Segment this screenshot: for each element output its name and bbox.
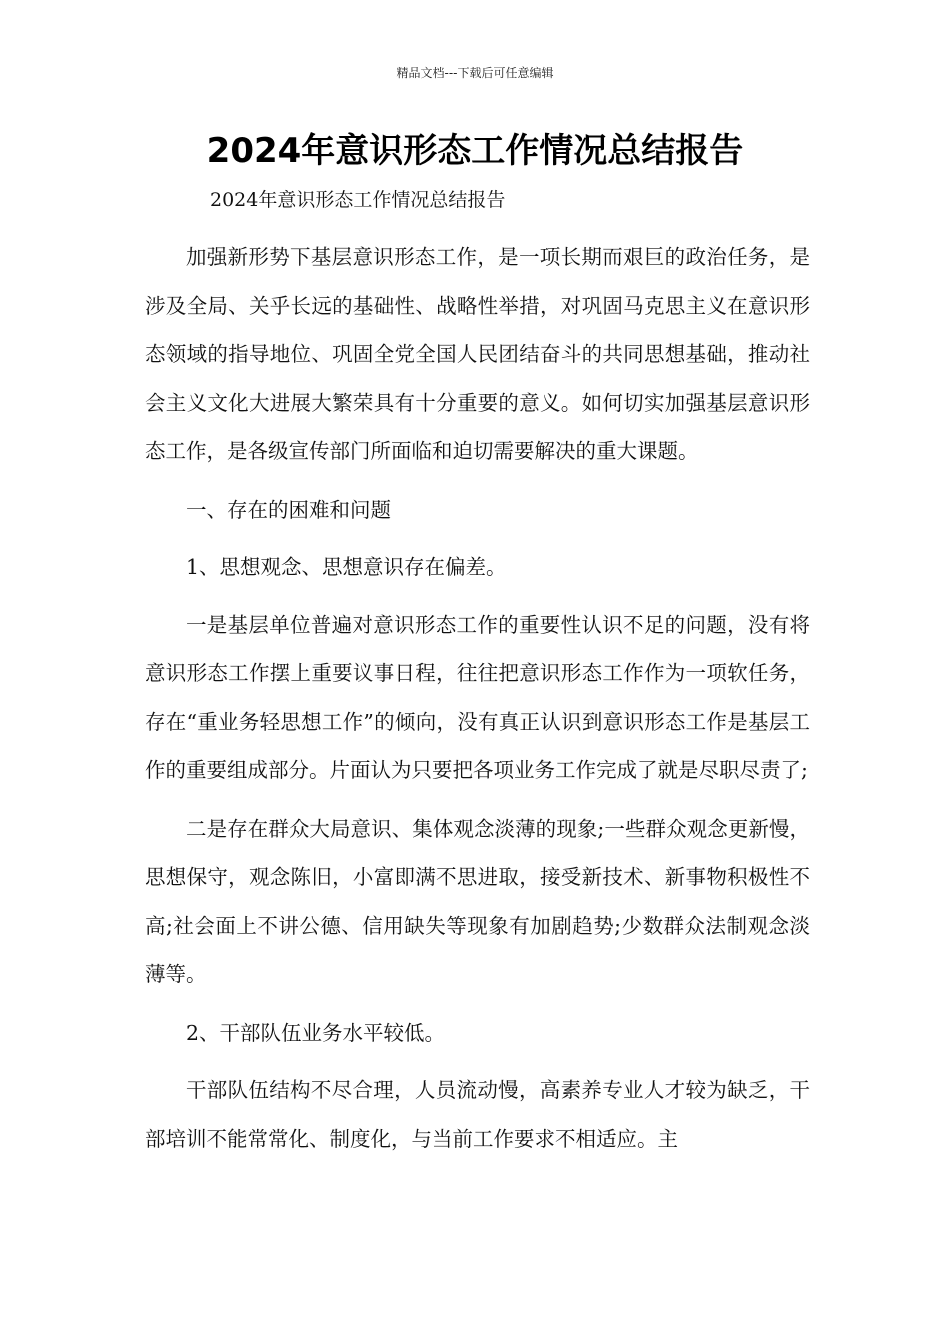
subheading-thinking: 1、思想观念、思想意识存在偏差。 [186, 555, 507, 579]
paragraph-intro: 加强新形势下基层意识形态工作，是一项长期而艰巨的政治任务，是涉及全局、关乎长远的基础性、战略性举措，对巩固马克思主义在意识形态领域的指导地位、巩固全党全国人民团结奋斗的共同思想基础，推动社会主义文化大进展大繁荣具有十分重要的意义。如何切实加强基层意识形态工作，是各级宣传部门所面临和迫切需要解决的重大课题。 [145, 245, 810, 463]
document-body [145, 233, 810, 1163]
paragraph-point-two: 二是存在群众大局意识、集体观念淡薄的现象;一些群众观念更新慢，思想保守，观念陈旧，小富即满不思进取，接受新技术、新事物积极性不高;社会面上不讲公德、信用缺失等现象有加剧趋势;少数群众法制观念淡薄等。 [145, 816, 810, 986]
section-heading-problems: 一、存在的困难和问题 [186, 497, 391, 522]
document-subtitle: 2024年意识形态工作情况总结报告 [210, 189, 506, 211]
paragraph-cadres: 干部队伍结构不尽合理，人员流动慢，高素养专业人才较为缺乏，干部培训不能常常化、制度化，与当前工作要求不相适应。主 [145, 1078, 810, 1151]
header-note: 精品文档---下载后可任意编辑 [396, 66, 554, 80]
subheading-cadres: 2、干部队伍业务水平较低。 [186, 1020, 446, 1045]
paragraph-point-one: 一是基层单位普遍对意识形态工作的重要性认识不足的问题，没有将意识形态工作摆上重要议事日程，往往把意识形态工作作为一项软任务，存在“重业务轻思想工作”的倾向，没有真正认识到意识形态工作是基层工作的重要组成部分。片面认为只要把各项业务工作完成了就是尽职尽责了; [145, 612, 810, 782]
document-title: 2024年意识形态工作情况总结报告 [206, 131, 744, 171]
